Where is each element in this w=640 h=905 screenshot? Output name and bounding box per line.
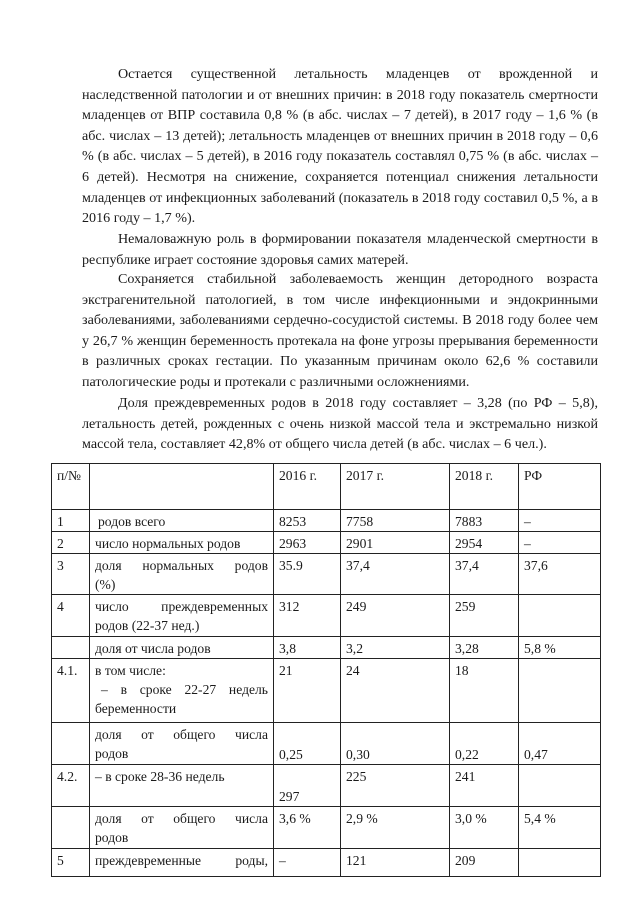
- births-statistics-table: [51, 463, 601, 877]
- cell-indicator-line: доля от общего числа: [95, 727, 268, 742]
- cell-indicator: [90, 723, 274, 765]
- cell-indicator: доля от числа родов: [90, 637, 274, 659]
- cell-number: 5: [52, 849, 90, 877]
- cell-2018: 3,28: [450, 637, 519, 659]
- cell-rf: 5,4 %: [519, 807, 601, 849]
- cell-rf: [519, 659, 601, 723]
- table-row: [52, 510, 601, 532]
- cell-number: 4.1.: [52, 659, 90, 723]
- cell-indicator-line: родов: [95, 746, 129, 761]
- cell-2016: 21: [274, 659, 341, 723]
- cell-2018: 0,22: [450, 723, 519, 765]
- cell-indicator: [90, 659, 274, 723]
- paragraph-morbidity: Сохраняется стабильной заболеваемость женщин детородного возраста экстрагенительной патологией, в том числе инфекционными и эндокринными заболеваниями, заболеваниями сердечно-сосудистой системы. В 2018 году более чем у 26,7 % женщин беременность протекала на фоне угрозы прерывания беременности в различных сроках гестации. По указанным причинам около 62,6 % составили патологические роды и протекали с различными осложнениями.: [82, 271, 598, 390]
- cell-indicator: [90, 807, 274, 849]
- cell-number: [52, 637, 90, 659]
- cell-2018: 259: [450, 595, 519, 637]
- cell-2018: 7883: [450, 510, 519, 532]
- cell-indicator-line: (%): [95, 577, 116, 592]
- header-cell-2016: 2016 г.: [274, 464, 341, 510]
- cell-2016: –: [274, 849, 341, 877]
- cell-2016: 8253: [274, 510, 341, 532]
- header-cell-indicator: [90, 464, 274, 510]
- header-cell-2017: 2017 г.: [341, 464, 450, 510]
- cell-rf: [519, 765, 601, 807]
- cell-2018: 2954: [450, 532, 519, 554]
- table-row: [52, 807, 601, 849]
- table-row: [52, 765, 601, 807]
- cell-number: 3: [52, 554, 90, 595]
- cell-indicator: [90, 595, 274, 637]
- cell-2018: 18: [450, 659, 519, 723]
- paragraph-mothers-health: Немаловажную роль в формировании показателя младенческой смертности в республике играет состояние здоровья самих матерей.: [82, 231, 598, 268]
- cell-rf: 5,8 %: [519, 637, 601, 659]
- cell-2016: 2963: [274, 532, 341, 554]
- cell-rf: 37,6: [519, 554, 601, 595]
- cell-number: 1: [52, 510, 90, 532]
- table-row: [52, 532, 601, 554]
- cell-2017: 7758: [341, 510, 450, 532]
- cell-rf: [519, 595, 601, 637]
- paragraph-preterm-births: Доля преждевременных родов в 2018 году составляет – 3,28 (по РФ – 5,8), летальность детей, рожденных с очень низкой массой тела и экстремально низкой массой тела, составляет 42,8% от общего числа детей (в абс. числах – 6 чел.).: [82, 395, 598, 453]
- cell-2017: 2901: [341, 532, 450, 554]
- table-header-row: [52, 464, 601, 510]
- cell-2018: 241: [450, 765, 519, 807]
- cell-number: 4.2.: [52, 765, 90, 807]
- cell-2016: 35.9: [274, 554, 341, 595]
- cell-2016: 297: [274, 765, 341, 807]
- cell-indicator-line: доля нормальных родов: [95, 558, 268, 573]
- paragraph-infant-mortality: Остается существенной летальность младенцев от врожденной и наследственной патологии и от внешних причин: в 2018 году показатель смертности младенцев от ВПР составила 0,8 % (в абс. числах – 7 детей), в 2017 году – 1,6 % (в абс. числах – 13 детей); летальность младенцев от внешних причин в 2018 году – 0,6 % (в абс. числах – 5 детей), в 2016 году показатель составлял 0,75 % (в абс. числах – 6 детей). Несмотря на снижение, сохраняется потенциал снижения летальности младенцев от инфекционных заболеваний (показатель в 2018 году составил 0,5 %, а в 2016 году – 1,7 %).: [82, 66, 598, 227]
- cell-2016: 3,6 %: [274, 807, 341, 849]
- header-cell-rf: РФ: [519, 464, 601, 510]
- cell-rf: [519, 849, 601, 877]
- cell-rf: –: [519, 510, 601, 532]
- cell-2018: 209: [450, 849, 519, 877]
- cell-rf: –: [519, 532, 601, 554]
- cell-indicator-line: – в сроке 22-27 недель: [101, 682, 268, 697]
- table-row: [52, 659, 601, 723]
- cell-2017: 37,4: [341, 554, 450, 595]
- cell-2017: 2,9 %: [341, 807, 450, 849]
- cell-2016: 312: [274, 595, 341, 637]
- cell-indicator-line: беременности: [95, 701, 177, 716]
- table-row: [52, 595, 601, 637]
- cell-number: 2: [52, 532, 90, 554]
- cell-2018: 3,0 %: [450, 807, 519, 849]
- cell-indicator-line: число преждевременных: [95, 599, 268, 614]
- cell-2016: 3,8: [274, 637, 341, 659]
- cell-indicator: родов всего: [90, 510, 274, 532]
- cell-2016: 0,25: [274, 723, 341, 765]
- cell-2017: 0,30: [341, 723, 450, 765]
- cell-rf: 0,47: [519, 723, 601, 765]
- cell-indicator-line: родов (22-37 нед.): [95, 618, 200, 633]
- cell-2017: 121: [341, 849, 450, 877]
- cell-2017: 249: [341, 595, 450, 637]
- cell-indicator: число нормальных родов: [90, 532, 274, 554]
- header-cell-number: п/№: [52, 464, 90, 510]
- cell-indicator: [90, 554, 274, 595]
- cell-number: 4: [52, 595, 90, 637]
- table-row: [52, 637, 601, 659]
- cell-indicator-line: доля от общего числа: [95, 811, 268, 826]
- table-row: [52, 849, 601, 877]
- cell-2017: 3,2: [341, 637, 450, 659]
- cell-indicator-line: в том числе:: [95, 663, 166, 678]
- cell-number: [52, 807, 90, 849]
- header-cell-2018: 2018 г.: [450, 464, 519, 510]
- cell-number: [52, 723, 90, 765]
- table-row: [52, 554, 601, 595]
- cell-indicator: – в сроке 28-36 недель: [90, 765, 274, 807]
- cell-indicator: преждевременные роды,: [90, 849, 274, 877]
- cell-indicator-line: родов: [95, 830, 129, 845]
- cell-2018: 37,4: [450, 554, 519, 595]
- cell-2017: 225: [341, 765, 450, 807]
- cell-2017: 24: [341, 659, 450, 723]
- table-row: [52, 723, 601, 765]
